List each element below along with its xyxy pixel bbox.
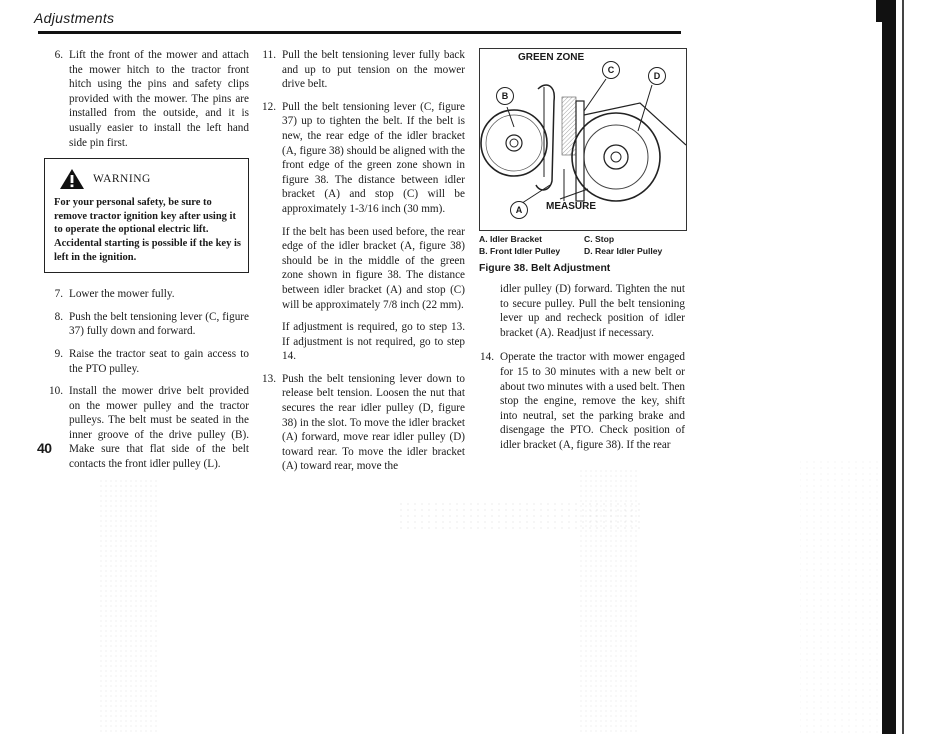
left-column [44,48,249,480]
step-text: Push the belt tensioning lever (C, figure 37) fully down and forward. [69,310,249,338]
legend-a: A. Idler Bracket [479,234,543,244]
warning-title: WARNING [93,172,151,185]
binding-edge [882,0,896,734]
step-text: Pull the belt tensioning lever fully back and up to put tension on the mower drive belt. [282,49,465,91]
step-number: 6. [54,49,63,61]
page-number: 40 [37,440,52,456]
legend-d: D. Rear Idler Pulley [584,246,663,256]
green-zone-label: GREEN ZONE [518,52,585,63]
step-10 [44,384,249,472]
right-column [475,282,685,461]
legend-c: C. Stop [584,234,615,244]
step-14 [475,350,685,452]
figure-caption: Figure 38. Belt Adjustment [479,263,611,274]
warning-triangle-icon [59,168,85,190]
belt-adjustment-figure [479,48,687,231]
callout-c: C [602,61,620,79]
step-text: Operate the tractor with mower engaged for 15 to 30 minutes with a new belt or about two minutes with a used belt. Then stop the engine, remove the key, shift into neutral, set the parking brake and disengage the PTO. Check position of idler bracket (A, figure 38). If the rear [500,351,685,451]
callout-a: A [510,201,528,219]
step-number: 10. [49,385,63,398]
step-text: Push the belt tensioning lever down to release belt tension. Loosen the nut that secures the rear idler pulley (D, figure 38) in the slot. To move the idler bracket (A) forward, move rear idler pulley (D) toward rear. To move the idler bracket (A) toward rear, move the [282,372,465,473]
step-7 [44,287,249,302]
step-12 [257,100,465,217]
step-number: 7. [54,288,63,301]
step-text: Lift the front of the mower and attach the mower hitch to the tractor front hitch using the pins and safety clips provided with the mower. The pins are installed from the outside, and it is usually easier to install the left hand side pin first. [69,49,249,149]
step-number: 11. [262,49,276,61]
step-11 [257,48,465,92]
paragraph-adjust: If adjustment is required, go to step 13. If adjustment is not required, go to step 14. [282,321,465,363]
step-number: 13. [262,372,276,385]
warning-text: For your personal safety, be sure to remove tractor ignition key after using it to operate the optional electric lift. Accidental starting is possible if the key is left in the ignition. [54,197,241,263]
step-number: 12. [262,100,276,113]
step-13 [257,372,465,474]
paragraph-used-belt: If the belt has been used before, the rear edge of the idler bracket (A, figure 38) should be in the middle of the green zone shown in figure 38. The distance between idler bracket (A) and stop (C) will be approximately 7/8 inch (22 mm). [282,225,465,311]
step-number: 9. [54,347,63,360]
callout-b: B [496,87,514,105]
warning-box [44,158,249,273]
step-text: Raise the tractor seat to gain access to the PTO pulley. [69,347,249,375]
step-8 [44,310,249,339]
legend-b: B. Front Idler Pulley [479,246,561,256]
callout-d: D [648,67,666,85]
step-6 [44,48,249,150]
step-number: 8. [54,310,63,323]
paragraph-continued: idler pulley (D) forward. Tighten the nut to secure pulley. Pull the belt tensioning lever up and recheck position of idler bracket (A). Readjust if necessary. [500,283,685,339]
binding-edge-line [902,0,904,734]
step-9 [44,347,249,376]
middle-column [257,48,465,482]
step-text: Pull the belt tensioning lever (C, figure 37) up to tighten the belt. If the belt is new, the rear edge of the idler bracket (A, figure 38) should be aligned with the front edge of the green zone shown in figure 38. The distance between idler bracket (A) and stop (C) will be approximately 1-3/16 inch (30 mm). [282,100,465,215]
warning-header [54,168,241,190]
step-text: Install the mower drive belt provided on the mower pulley and the tractor pulleys. The belt must be seated in the inner groove of the drive pulley (B). Make sure that flat side of the belt contacts the front idler pulley (L). [69,385,249,471]
measure-label: MEASURE [546,201,597,212]
step-text: Lower the mower fully. [69,288,175,301]
scan-noise-texture [0,460,950,734]
header-rule [38,31,681,34]
section-title: Adjustments [34,10,115,26]
step-number: 14. [480,351,494,364]
